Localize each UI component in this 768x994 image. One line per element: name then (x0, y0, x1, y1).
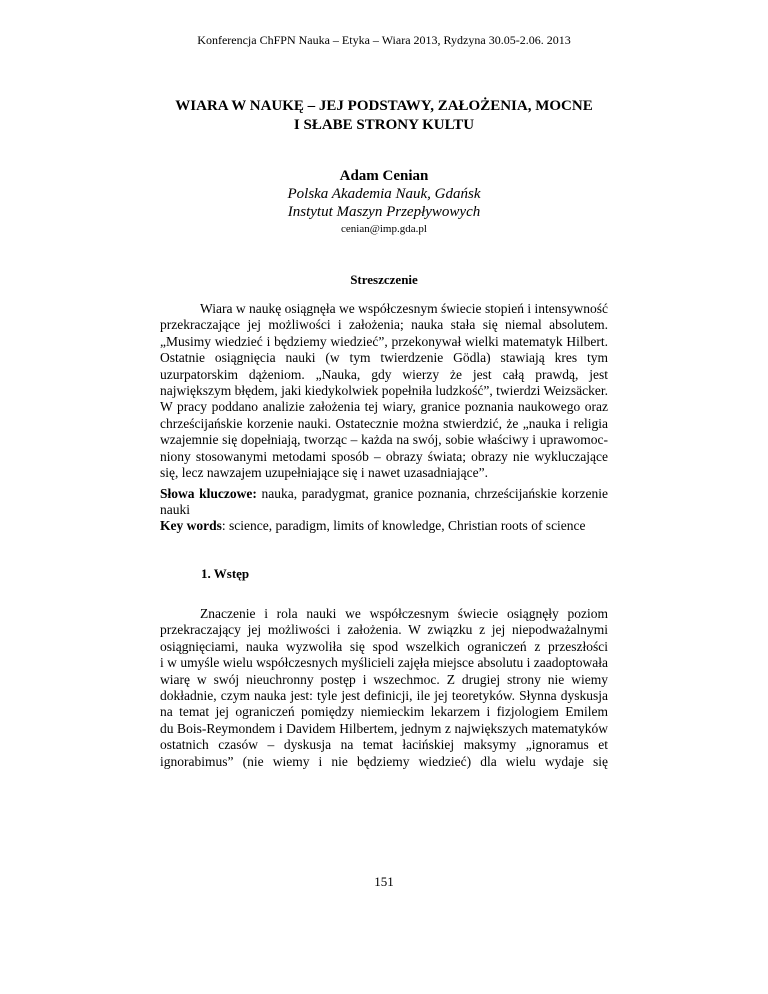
paper-title (160, 97, 608, 135)
keywords-polish-line-1 (160, 486, 608, 502)
section-heading: 1. Wstęp (201, 566, 250, 581)
body-line: ignorabimus” (nie wiemy i nie będziemy wiedzieć) dla wielu wydaje się (160, 753, 608, 769)
affiliation-1: Polska Akademia Nauk, Gdańsk (287, 186, 481, 202)
keywords-polish-label: Słowa kluczowe: (160, 486, 257, 501)
abstract-line: wzajemnie się dopełniają, tworząc – każda na swój, sobie właściwy i uprawomoc- (160, 432, 608, 448)
body-line: przekraczający jej możliwości i założenia. W związku z jej niepodważalnymi (160, 622, 608, 638)
body-line: i w umyśle wielu współczesnych myślicieli zajęła miejsce absolutu i zaadoptowała (160, 655, 608, 671)
title-line-2: I SŁABE STRONY KULTU (293, 117, 475, 133)
title-line-1: WIARA W NAUKĘ – JEJ PODSTAWY, ZAŁOŻENIA, MOCNE (175, 98, 593, 114)
abstract-text (160, 301, 608, 481)
affiliation-2: Instytut Maszyn Przepływowych (287, 204, 481, 220)
abstract-line: największym błędem, jaki kiedykolwiek popełniła ludzkość”, twierdzi Weizsäcker. (160, 382, 608, 398)
abstract-line: chrześcijańskie korzenie nauki. Ostatecznie można stwierdzić, że „nauka i religia (160, 415, 608, 431)
abstract-line: W pracy poddano analizie założenia tej wiary, granice poznania naukowego oraz (160, 399, 608, 415)
keywords-english-line (160, 518, 608, 534)
abstract-line: Wiara w naukę osiągnęła we współczesnym świecie stopień i intensywność (200, 301, 608, 316)
keywords-polish-text: nauka, paradygmat, granice poznania, chrześcijańskie korzenie (256, 486, 608, 501)
section-body-text (160, 606, 608, 770)
abstract-line: uzurpatorskim dążeniom. „Nauka, gdy wierzy że jest całą prawdą, jest (160, 366, 608, 382)
keywords-polish (160, 486, 608, 519)
body-line: dokładnie, czym nauka jest: tyle jest definicji, ile jej teoretyków. Słynna dyskusja (160, 687, 608, 703)
body-line: wiarę w swój nieuchronny postęp i wszechmoc. Z drugiej strony nie wiemy (160, 671, 608, 687)
page-number: 151 (374, 874, 394, 889)
abstract-line: niony stosowanymi metodami sposób – obrazy świata; obrazy nie wykluczające (160, 448, 608, 464)
abstract-line: przekraczające jej możliwości i założenia; nauka stała się niemal absolutem. (160, 317, 608, 333)
abstract-line: „Musimy wiedzieć i będziemy wiedzieć”, przekonywał wielki matematyk Hilbert. (160, 333, 608, 349)
keywords-polish-line-2: nauki (160, 502, 190, 518)
body-line: du Bois-Reymondem i Davidem Hilbertem, jednym z największych matematyków (160, 720, 608, 736)
body-line: Znaczenie i rola nauki we współczesnym świecie osiągnęły poziom (200, 606, 608, 621)
author-block (0, 167, 768, 237)
running-header: Konferencja ChFPN Nauka – Etyka – Wiara 2013, Rydzyna 30.05-2.06. 2013 (197, 33, 571, 47)
abstract-heading: Streszczenie (350, 272, 418, 287)
keywords-english (160, 518, 608, 534)
body-line: ostatnich czasów – dyskusja na temat łacińskiej maksymy „ignoramus et (160, 737, 608, 753)
author-name: Adam Cenian (339, 168, 429, 184)
abstract-line: się, lecz nawzajem uzupełniające się i nawet uzasadniające”. (160, 464, 488, 480)
keywords-english-label: Key words (160, 518, 222, 533)
abstract-line: Ostatnie osiągnięcia nauki (w tym twierdzenie Gödla) stawiają kres tym (160, 350, 608, 366)
author-email: cenian@imp.gda.pl (341, 223, 427, 235)
body-line: osiągnięciami, nauka wyzwoliła się spod wszelkich ograniczeń z przeszłości (160, 638, 608, 654)
keywords-english-text: : science, paradigm, limits of knowledge, Christian roots of science (221, 518, 586, 533)
body-line: na temat jej ograniczeń pomiędzy niemieckim lekarzem i fizjologiem Emilem (160, 704, 608, 720)
